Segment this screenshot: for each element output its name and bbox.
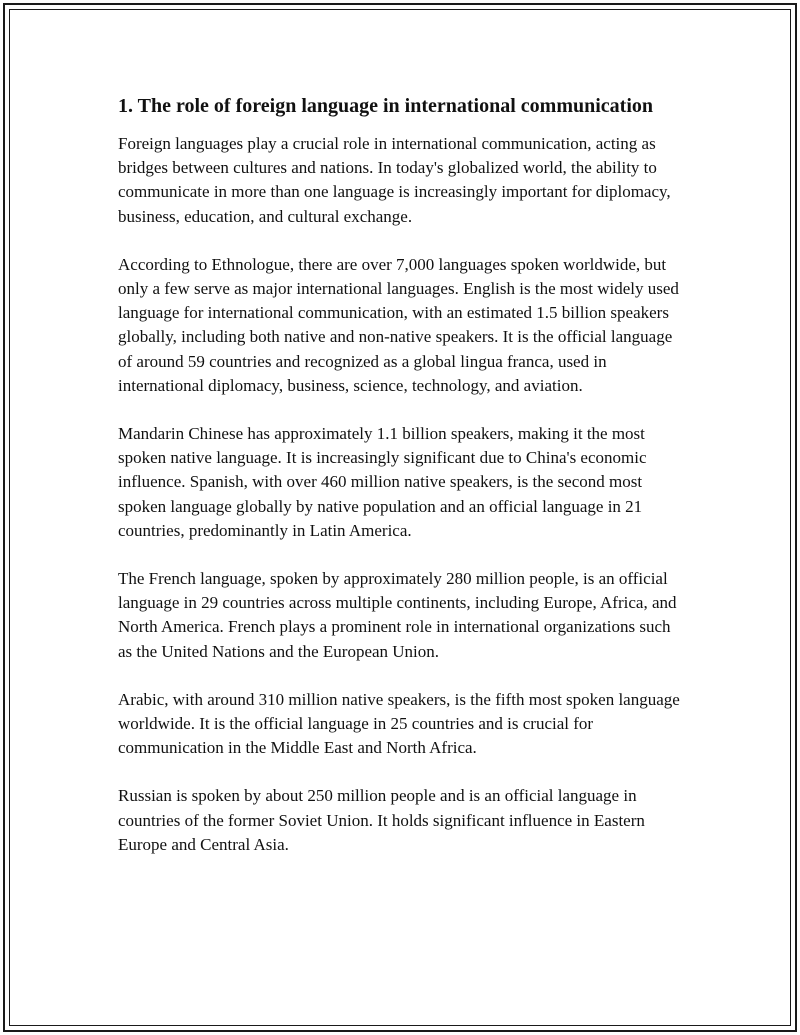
paragraph-mandarin-spanish: Mandarin Chinese has approximately 1.1 billion speakers, making it the most spoken native language. It is increasingly significant due to China's economic influence. Spanish, with over 460 million native speakers, is the second most spoken language globally by native population and an official language in 21 countries, predominantly in Latin America. (118, 424, 647, 540)
paragraph-russian: Russian is spoken by about 250 million people and is an official language in countries of the former Soviet Union. It holds significant influence in Eastern Europe and Central Asia. (118, 786, 645, 854)
paragraph-english: According to Ethnologue, there are over 7,000 languages spoken worldwide, but only a few serve as major international languages. English is the most widely used language for international communication, with an estimated 1.5 billion speakers globally, including both native and non-native speakers. It is the official language of around 59 countries and recognized as a global lingua franca, used in international diplomacy, business, science, technology, and aviation. (118, 254, 679, 395)
document-body (118, 92, 688, 881)
section-heading: 1. The role of foreign language in international communication (118, 95, 654, 117)
paragraph-intro: Foreign languages play a crucial role in international communication, acting as bridges between cultures and nations. In today's globalized world, the ability to communicate in more than one language is increasingly important for diplomacy, business, education, and cultural exchange. (118, 134, 671, 226)
paragraph-arabic: Arabic, with around 310 million native speakers, is the fifth most spoken language worldwide. It is the official language in 25 countries and is crucial for communication in the Middle East and North Africa. (118, 689, 680, 758)
paragraph-french: The French language, spoken by approximately 280 million people, is an official language in 29 countries across multiple continents, including Europe, Africa, and North America. French plays a prominent role in international organizations such as the United Nations and the European Union. (118, 569, 677, 661)
